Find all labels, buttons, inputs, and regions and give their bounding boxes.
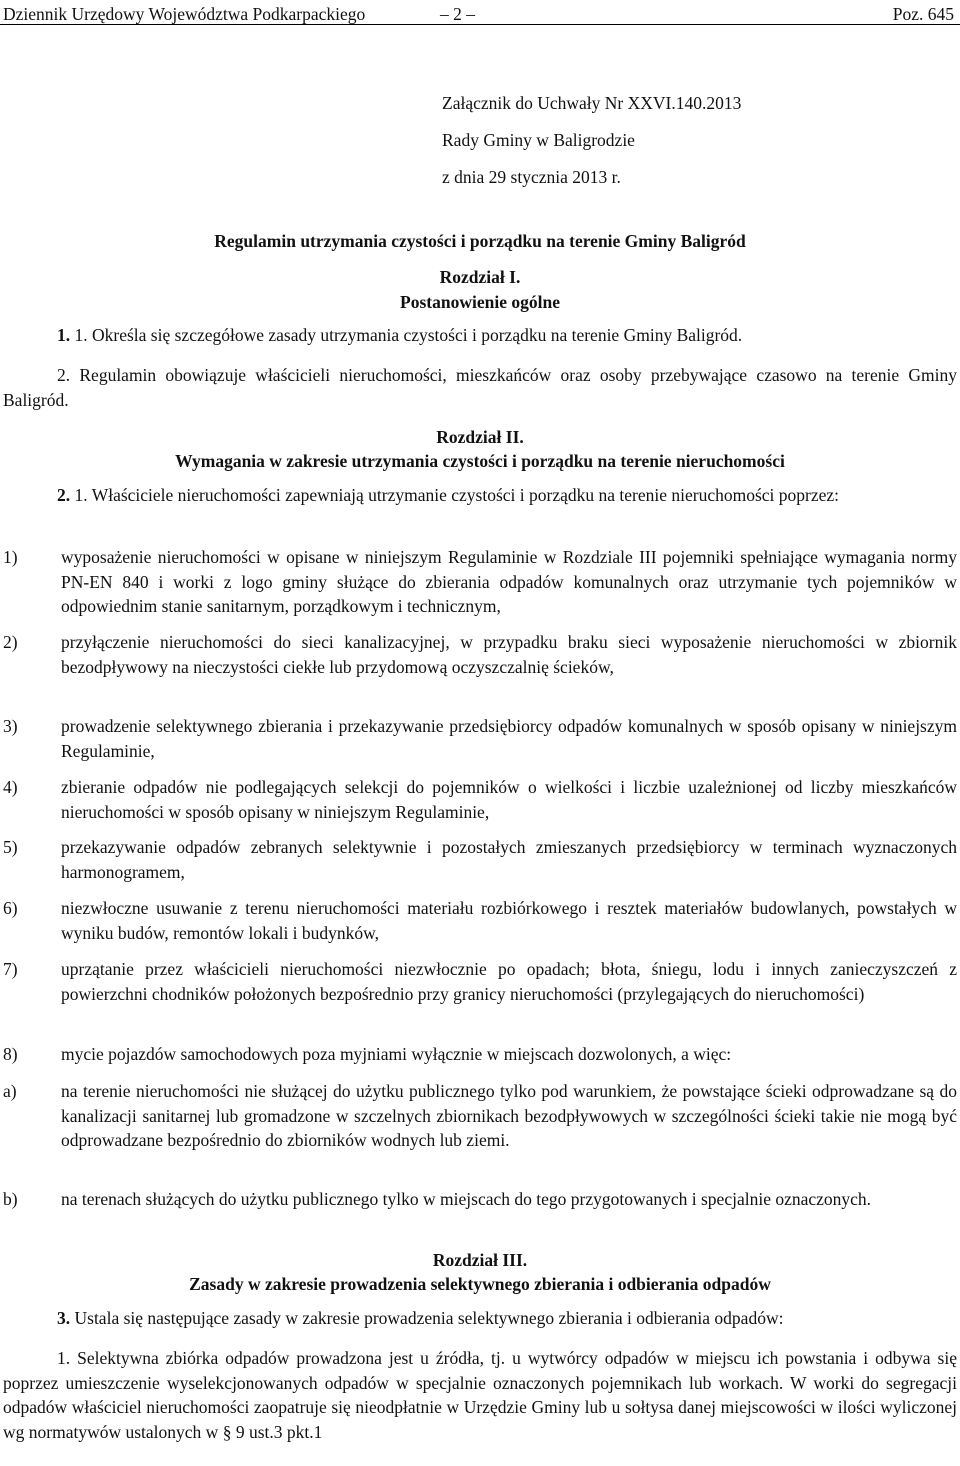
section-2-par-1 <box>3 483 957 508</box>
list-item-number: 2) <box>3 632 18 652</box>
section-3-intro <box>57 1306 957 1331</box>
list-item-text: wyposażenie nieruchomości w opisane w niniejszym Regulaminie w Rozdziale III pojemniki spełniające wymagania normy PN-EN 840 i worki z logo gminy służące do zbierania odpadów komunalnych oraz utrzymanie tych pojemników w odpowiednim stanie sanitarnym, porządkowym i technicznym, <box>61 547 957 616</box>
annex-line-2: Rady Gminy w Baligrodzie <box>442 130 635 150</box>
chapter-1-label: Rozdział I. <box>439 267 521 287</box>
list-item-text: przekazywanie odpadów zebranych selektywnie i pozostałych zmieszanych przedsiębiorcy w terminach wyznaczonych harmonogramem, <box>61 837 957 882</box>
chapter-3-label: Rozdział III. <box>432 1250 528 1270</box>
list-item-number: 1) <box>3 547 18 567</box>
list-item-number: 4) <box>3 777 18 797</box>
chapter-3-heading: Zasady w zakresie prowadzenia selektywnego zbierania i odbierania odpadów <box>189 1274 771 1294</box>
section-1-par-1 <box>57 323 957 348</box>
list-item-number: 3) <box>3 716 18 736</box>
list-item-text: niezwłoczne usuwanie z terenu nieruchomości materiału rozbiórkowego i resztek materiałów budowlanych, powstałych w wyniku budów, remontów lokali i budynków, <box>61 898 957 943</box>
list-item-number: b) <box>3 1189 18 1209</box>
section-number: 3. <box>57 1308 71 1328</box>
section-number: 2. <box>57 485 71 505</box>
paragraph-number: 2. <box>57 365 71 385</box>
chapter-2-heading: Wymagania w zakresie utrzymania czystości i porządku na terenie nieruchomości <box>175 451 785 471</box>
list-item-number: 8) <box>3 1044 18 1064</box>
position-number: Poz. 645 <box>892 4 954 24</box>
list-item-number: 5) <box>3 837 18 857</box>
list-item-number: 6) <box>3 898 18 918</box>
list-item-text: uprzątanie przez właścicieli nieruchomości niezwłocznie po opadach; błota, śniegu, lodu i innych zanieczyszczeń z powierzchni chodników położonych bezpośrednio przy granicy nieruchomości (przylegających do nieruchomości) <box>61 959 957 1004</box>
list-item-text: zbieranie odpadów nie podlegających selekcji do pojemników o wielkości i liczbie uzależnionej od liczby mieszkańców nieruchomości w sposób opisany w niniejszym Regulaminie, <box>61 777 957 822</box>
paragraph-number: 1. <box>74 485 88 505</box>
list-item-number: a) <box>3 1081 17 1101</box>
list-item-text: na terenie nieruchomości nie służącej do użytku publicznego tylko pod warunkiem, że powstające ścieki odprowadzane są do kanalizacji sanitarnej lub gromadzone w szczelnych zbiornikach bezodpływowych w szczególności ścieki takie nie mogą być odprowadzane bezpośrednio do zbiorników wodnych lub ziemi. <box>61 1081 957 1150</box>
paragraph-number: 1. <box>74 325 88 345</box>
page-header <box>0 0 960 25</box>
paragraph-text: Regulamin obowiązuje właścicieli nieruchomości, mieszkańców oraz osoby przebywające czasowo na terenie Gminy Baligród. <box>3 365 958 410</box>
section-number: 1. <box>57 325 71 345</box>
section-1-par-2 <box>3 363 957 412</box>
list-item-text: przyłączenie nieruchomości do sieci kanalizacyjnej, w przypadku braku sieci wyposażenie nieruchomości w zbiornik bezodpływowy na nieczystości ciekłe lub przydomową oczyszczalnię ścieków, <box>61 632 957 677</box>
section-3-par-1: 1. Selektywna zbiórka odpadów prowadzona jest u źródła, tj. u wytwórcy odpadów w miejscu ich powstania i odbywa się poprzez umieszczenie wyselekcjonowanych odpadów w specjalnie oznaczonych pojemnikach lub workach. W worki do segregacji odpadów właściciel nieruchomości zaopatruje się nieodpłatnie w Urzędzie Gminy lub u sołtysa danej miejscowości w ilości wyliczonej wg normatywów ustalonych w § 9 ust.3 pkt.1 <box>3 1348 957 1442</box>
chapter-1-heading: Postanowienie ogólne <box>400 292 560 312</box>
list-item-number: 7) <box>3 959 18 979</box>
annex-line-1: Załącznik do Uchwały Nr XXVI.140.2013 <box>442 93 742 113</box>
list-item-text: na terenach służących do użytku publicznego tylko w miejscach do tego przygotowanych i specjalnie oznaczonych. <box>61 1189 872 1209</box>
paragraph-text: Ustala się następujące zasady w zakresie prowadzenia selektywnego zbierania i odbierania odpadów: <box>74 1308 784 1328</box>
annex-line-3: z dnia 29 stycznia 2013 r. <box>442 167 621 187</box>
page-number: – 2 – <box>440 4 475 24</box>
paragraph-text: Właściciele nieruchomości zapewniają utrzymanie czystości i porządku na terenie nieruchomości poprzez: <box>91 485 840 505</box>
paragraph-text: Określa się szczegółowe zasady utrzymania czystości i porządku na terenie Gminy Baligród. <box>92 325 743 345</box>
chapter-2-label: Rozdział II. <box>436 427 524 447</box>
list-item-text: prowadzenie selektywnego zbierania i przekazywanie przedsiębiorcy odpadów komunalnych w sposób opisany w niniejszym Regulaminie, <box>61 716 957 761</box>
list-item-text: mycie pojazdów samochodowych poza myjniami wyłącznie w miejscach dozwolonych, a więc: <box>61 1044 732 1064</box>
journal-title: Dziennik Urzędowy Województwa Podkarpackiego <box>3 4 366 24</box>
document-title: Regulamin utrzymania czystości i porządku na terenie Gminy Baligród <box>214 231 746 251</box>
